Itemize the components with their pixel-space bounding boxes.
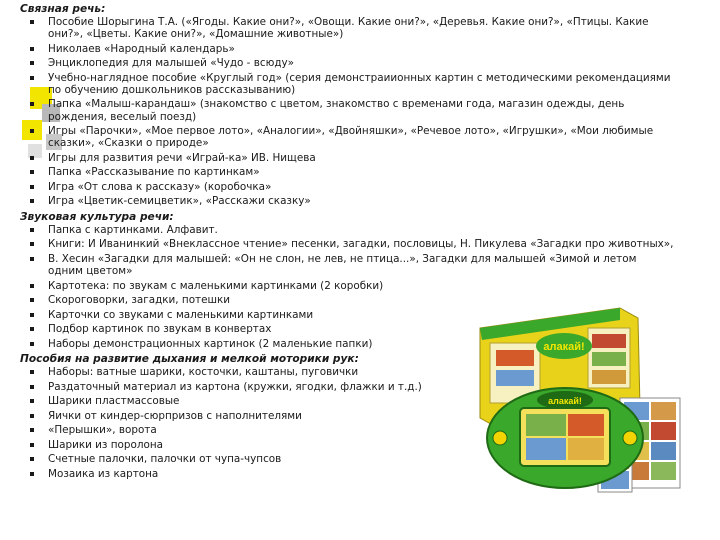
list-item: Учебно-наглядное пособие «Круглый год» (серия демонстраиионных картин с методическими рекомендациями по обучению дошкольников рассказыванию)	[24, 72, 674, 96]
bullet-icon	[30, 257, 34, 261]
list-item: Энциклопедия для малышей «Чудо - всюду»	[24, 57, 674, 69]
bullet-icon	[30, 61, 34, 65]
list-speech	[24, 16, 674, 208]
section-heading-sound: Звуковая культура речи:	[20, 210, 174, 223]
bullet-icon	[30, 457, 34, 461]
list-item: Шарики пластмассовые	[24, 395, 674, 407]
bullet-icon	[30, 385, 34, 389]
list-item: Мозаика из картона	[24, 468, 674, 480]
list-item: Раздаточный материал из картона (кружки, ягодки, флажки и т.д.)	[24, 381, 674, 393]
section-heading-motor: Пособия на развитие дыхания и мелкой моторики рук:	[20, 353, 359, 366]
bullet-icon	[30, 20, 34, 24]
list-item: Николаев «Народный календарь»	[24, 43, 674, 55]
bullet-icon	[30, 284, 34, 288]
list-item: «Перышки», ворота	[24, 424, 674, 436]
list-item: Скороговорки, загадки, потешки	[24, 294, 674, 306]
bullet-icon	[30, 199, 34, 203]
list-item: Папка с картинками. Алфавит.	[24, 224, 674, 236]
list-item: Наборы демонстрационных картинок (2 маленькие папки)	[24, 338, 674, 350]
list-item: Картотека: по звукам с маленькими картинками (2 коробки)	[24, 280, 674, 292]
list-item: Пособие Шорыгина Т.А. («Ягоды. Какие они?», «Овощи. Какие они?», «Деревья. Какие они?», «Птицы. Какие они?», «Цветы. Какие они?», «Домашние животные»)	[24, 16, 674, 40]
list-item: Шарики из поролона	[24, 439, 674, 451]
bullet-icon	[30, 472, 34, 476]
list-item: Подбор картинок по звукам в конвертах	[24, 323, 674, 335]
bullet-icon	[30, 170, 34, 174]
list-item: Папка «Малыш-карандаш» (знакомство с цветом, знакомство с временами года, магазин одежды, день рождения, веселый поезд)	[24, 98, 674, 122]
list-item: Книги: И Иванинкий «Внеклассное чтение» песенки, загадки, пословицы, Н. Пикулева «Загадки про животных»,	[24, 238, 674, 250]
bullet-icon	[30, 228, 34, 232]
bullet-icon	[30, 129, 34, 133]
bullet-icon	[30, 156, 34, 160]
bullet-icon	[30, 327, 34, 331]
bullet-icon	[30, 47, 34, 51]
bullet-icon	[30, 102, 34, 106]
bullet-icon	[30, 370, 34, 374]
box-logo-text: алакай!	[543, 341, 585, 353]
device-logo-text: алакай!	[548, 396, 582, 406]
list-item: Наборы: ватные шарики, косточки, каштаны, пуговички	[24, 366, 674, 378]
list-item: Карточки со звуками с маленькими картинками	[24, 309, 674, 321]
educational-toy-illustration-icon	[470, 288, 690, 508]
list-item: В. Хесин «Загадки для малышей: «Он не слон, не лев, не птица...», Загадки для малышей «Зимой и летом одним цветом»	[24, 253, 674, 277]
list-item: Яички от киндер-сюрпризов с наполнителями	[24, 410, 674, 422]
bullet-icon	[30, 242, 34, 246]
educational-toy-illustration	[470, 288, 690, 508]
bullet-icon	[30, 185, 34, 189]
list-item: Игра «От слова к рассказу» (коробочка»	[24, 181, 674, 193]
bullet-icon	[30, 414, 34, 418]
bullet-icon	[30, 443, 34, 447]
list-item: Игра «Цветик-семицветик», «Расскажи сказку»	[24, 195, 674, 207]
bullet-icon	[30, 298, 34, 302]
bullet-icon	[30, 342, 34, 346]
section-heading-speech: Связная речь:	[20, 3, 106, 15]
list-item: Папка «Рассказывание по картинкам»	[24, 166, 674, 178]
bullet-icon	[30, 428, 34, 432]
bullet-icon	[30, 399, 34, 403]
list-item: Игры для развития речи «Играй-ка» ИВ. Нищева	[24, 152, 674, 164]
list-item: Счетные палочки, палочки от чупа-чупсов	[24, 453, 674, 465]
bullet-icon	[30, 76, 34, 80]
bullet-icon	[30, 313, 34, 317]
list-item: Игры «Парочки», «Мое первое лото», «Аналогии», «Двойняшки», «Речевое лото», «Игрушки», «Мои любимые сказки», «Сказки о природе»	[24, 125, 674, 149]
